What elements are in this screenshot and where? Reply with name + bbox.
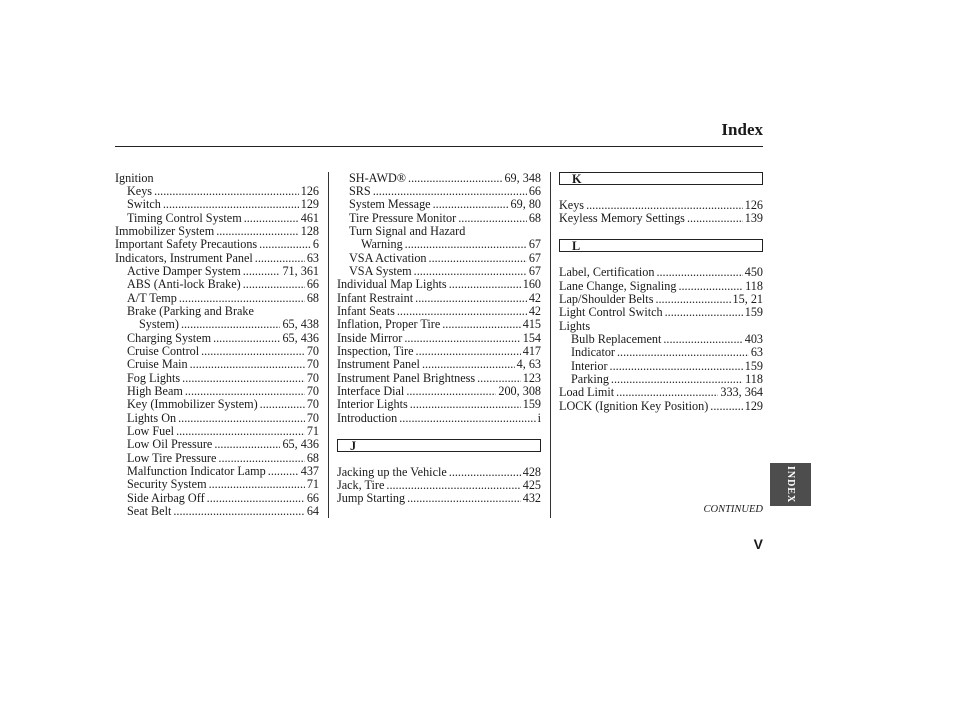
- dot-leader: [433, 198, 509, 211]
- index-entry[interactable]: [559, 306, 763, 319]
- entry-term: Label, Certification: [559, 265, 655, 280]
- index-entry[interactable]: [115, 212, 319, 225]
- entry-page-ref: 69, 80: [510, 197, 541, 212]
- entry-term: Keys: [127, 183, 153, 198]
- entry-term: Switch: [127, 197, 161, 212]
- index-entry[interactable]: [337, 212, 541, 225]
- entry-page-ref: 63: [750, 345, 763, 360]
- column-divider: [550, 172, 551, 518]
- dot-leader: [182, 372, 305, 385]
- entry-page-ref: 71: [306, 424, 319, 439]
- index-entry[interactable]: [337, 358, 541, 371]
- entry-page-ref: 154: [522, 330, 541, 345]
- letter-heading: L: [559, 239, 763, 252]
- entry-page-ref: 68: [306, 450, 319, 465]
- index-entry[interactable]: [115, 172, 319, 185]
- dot-leader: [386, 479, 520, 492]
- dot-leader: [179, 292, 305, 305]
- index-entry[interactable]: [337, 345, 541, 358]
- entry-term: Key (Immobilizer System): [127, 397, 258, 412]
- dot-leader: [163, 198, 299, 211]
- entry-page-ref: 67: [528, 250, 541, 265]
- entry-term: Timing Control System: [127, 210, 242, 225]
- entry-term: Light Control Switch: [559, 305, 663, 320]
- letter-heading: J: [337, 439, 541, 452]
- entry-term: Indicator: [571, 345, 615, 360]
- entry-page-ref: 461: [300, 210, 319, 225]
- entry-term: Lane Change, Signaling: [559, 278, 677, 293]
- dot-leader: [218, 452, 304, 465]
- index-entry[interactable]: [115, 332, 319, 345]
- dot-leader: [410, 398, 521, 411]
- entry-page-ref: 159: [522, 397, 541, 412]
- entry-page-ref: 417: [522, 343, 541, 358]
- entry-page-ref: 415: [522, 317, 541, 332]
- entry-term: Keys: [559, 197, 585, 212]
- dot-leader: [422, 358, 515, 371]
- index-entry[interactable]: [115, 398, 319, 411]
- index-entry[interactable]: [559, 266, 763, 279]
- entry-term: Interior: [571, 358, 608, 373]
- index-entry[interactable]: [337, 372, 541, 385]
- section-tab[interactable]: [770, 463, 811, 506]
- entry-term: Indicators, Instrument Panel: [115, 250, 253, 265]
- index-entry[interactable]: [337, 225, 541, 238]
- dot-leader: [190, 358, 305, 371]
- dot-leader: [405, 238, 527, 251]
- entry-term: Cruise Control: [127, 343, 200, 358]
- entry-page-ref: 66: [306, 490, 319, 505]
- index-column-3: [559, 172, 763, 414]
- entry-term: Ignition: [115, 170, 154, 185]
- dot-leader: [244, 212, 299, 225]
- dot-leader: [260, 398, 305, 411]
- dot-leader: [610, 360, 743, 373]
- index-entry[interactable]: [115, 358, 319, 371]
- index-entry[interactable]: [337, 332, 541, 345]
- index-entry[interactable]: [337, 265, 541, 278]
- dot-leader: [710, 400, 742, 413]
- entry-page-ref: 70: [306, 357, 319, 372]
- entry-term: Security System: [127, 477, 207, 492]
- entry-term: Important Safety Precautions: [115, 237, 258, 252]
- dot-leader: [408, 172, 502, 185]
- entry-page-ref: 6: [312, 237, 319, 252]
- index-entry[interactable]: [115, 318, 319, 331]
- entry-page-ref: 65, 436: [282, 437, 319, 452]
- entry-term: Low Oil Pressure: [127, 437, 213, 452]
- index-entry[interactable]: [337, 292, 541, 305]
- entry-page-ref: 4, 63: [516, 357, 541, 372]
- dot-leader: [663, 333, 742, 346]
- index-entry[interactable]: [115, 225, 319, 238]
- index-entry[interactable]: [559, 293, 763, 306]
- dot-leader: [414, 265, 527, 278]
- entry-term: Parking: [571, 371, 609, 386]
- entry-page-ref: 118: [745, 278, 763, 293]
- dot-leader: [176, 425, 305, 438]
- spacer: [337, 452, 541, 465]
- index-entry[interactable]: [337, 278, 541, 291]
- index-entry[interactable]: [115, 425, 319, 438]
- entry-page-ref: 159: [744, 305, 763, 320]
- dot-leader: [207, 492, 305, 505]
- dot-leader: [214, 438, 280, 451]
- dot-leader: [201, 345, 305, 358]
- entry-term: LOCK (Ignition Key Position): [559, 398, 709, 413]
- index-entry[interactable]: [559, 212, 763, 225]
- entry-page-ref: 71: [306, 477, 319, 492]
- entry-term: Side Airbag Off: [127, 490, 205, 505]
- entry-term: System Message: [349, 197, 431, 212]
- entry-page-ref: 118: [745, 371, 763, 386]
- entry-term: Jump Starting: [337, 491, 406, 506]
- entry-page-ref: 437: [300, 464, 319, 479]
- entry-term: Individual Map Lights: [337, 277, 447, 292]
- entry-page-ref: 450: [744, 265, 763, 280]
- entry-term: Inside Mirror: [337, 330, 403, 345]
- entry-term: Jacking up the Vehicle: [337, 464, 447, 479]
- index-entry[interactable]: [337, 492, 541, 505]
- entry-term: Instrument Panel Brightness: [337, 370, 476, 385]
- dot-leader: [442, 318, 520, 331]
- dot-leader: [209, 478, 305, 491]
- index-entry[interactable]: [115, 372, 319, 385]
- entry-term: Load Limit: [559, 385, 615, 400]
- index-entry[interactable]: [115, 492, 319, 505]
- entry-page-ref: 68: [528, 210, 541, 225]
- entry-term: Low Tire Pressure: [127, 450, 217, 465]
- entry-term: Seat Belt: [127, 504, 172, 519]
- entry-term: VSA System: [349, 263, 412, 278]
- entry-term: VSA Activation: [349, 250, 427, 265]
- dot-leader: [407, 492, 521, 505]
- page-title: Index: [721, 120, 763, 139]
- entry-page-ref: 65, 436: [282, 330, 319, 345]
- dot-leader: [181, 318, 280, 331]
- index-entry[interactable]: [337, 185, 541, 198]
- index-column-2: [337, 172, 541, 506]
- dot-leader: [458, 212, 527, 225]
- index-entry[interactable]: [559, 360, 763, 373]
- dot-leader: [477, 372, 521, 385]
- dot-leader: [406, 385, 496, 398]
- entry-page-ref: 70: [306, 384, 319, 398]
- entry-page-ref: 403: [744, 331, 763, 346]
- entry-page-ref: 70: [306, 397, 319, 412]
- entry-page-ref: 159: [744, 358, 763, 373]
- index-entry[interactable]: [115, 505, 319, 518]
- index-entry[interactable]: [337, 238, 541, 251]
- index-entry[interactable]: [115, 478, 319, 491]
- entry-term: Charging System: [127, 330, 212, 345]
- entry-page-ref: 333, 364: [720, 385, 763, 400]
- dot-leader: [185, 385, 305, 398]
- index-entry[interactable]: [559, 346, 763, 359]
- entry-page-ref: 67: [528, 237, 541, 252]
- index-entry[interactable]: [115, 465, 319, 478]
- entry-page-ref: 69, 348: [504, 170, 541, 185]
- entry-term: Jack, Tire: [337, 478, 385, 493]
- entry-term: System): [139, 317, 179, 332]
- entry-term: High Beam: [127, 384, 183, 398]
- entry-term: Interior Lights: [337, 397, 408, 412]
- spacer: [559, 226, 763, 239]
- index-entry[interactable]: [337, 385, 541, 398]
- entry-term: Interface Dial: [337, 384, 405, 398]
- dot-leader: [397, 305, 527, 318]
- index-entry[interactable]: [337, 466, 541, 479]
- dot-leader: [259, 238, 311, 251]
- entry-term: Keyless Memory Settings: [559, 211, 685, 226]
- entry-term: Lap/Shoulder Belts: [559, 291, 654, 306]
- entry-page-ref: 66: [306, 277, 319, 292]
- index-entry[interactable]: [559, 199, 763, 212]
- dot-leader: [243, 265, 281, 278]
- entry-page-ref: 42: [528, 290, 541, 305]
- header-rule: [115, 146, 763, 147]
- entry-term: Inspection, Tire: [337, 343, 414, 358]
- index-entry[interactable]: [559, 386, 763, 399]
- dot-leader: [586, 199, 743, 212]
- index-entry[interactable]: [115, 452, 319, 465]
- index-entry[interactable]: [115, 278, 319, 291]
- entry-term: Active Damper System: [127, 263, 241, 278]
- dot-leader: [611, 373, 743, 386]
- index-entry[interactable]: [337, 412, 541, 425]
- column-divider: [328, 172, 329, 518]
- entry-term: Warning: [361, 237, 403, 252]
- entry-term: Lights On: [127, 410, 177, 425]
- entry-page-ref: 70: [306, 343, 319, 358]
- entry-page-ref: i: [537, 410, 541, 425]
- index-entry[interactable]: [559, 333, 763, 346]
- index-entry[interactable]: [559, 373, 763, 386]
- dot-leader: [415, 292, 527, 305]
- entry-page-ref: 123: [522, 370, 541, 385]
- dot-leader: [656, 266, 742, 279]
- dot-leader: [216, 225, 299, 238]
- entry-page-ref: 126: [300, 183, 319, 198]
- index-entry[interactable]: [115, 385, 319, 398]
- entry-page-ref: 70: [306, 370, 319, 385]
- index-entry[interactable]: [337, 172, 541, 185]
- dot-leader: [429, 252, 527, 265]
- entry-term: Cruise Main: [127, 357, 188, 372]
- entry-term: Infant Seats: [337, 303, 395, 318]
- index-column-1: [115, 172, 319, 519]
- index-entry[interactable]: [115, 345, 319, 358]
- index-entry[interactable]: [115, 292, 319, 305]
- entry-page-ref: 42: [528, 303, 541, 318]
- dot-leader: [173, 505, 304, 518]
- index-entry[interactable]: [559, 400, 763, 413]
- page-number: V: [753, 536, 763, 552]
- section-tab-label: INDEX: [785, 465, 796, 504]
- entry-page-ref: 425: [522, 478, 541, 493]
- entry-term: Immobilizer System: [115, 223, 215, 238]
- dot-leader: [416, 345, 521, 358]
- entry-page-ref: 64: [306, 504, 319, 519]
- continued-label: CONTINUED: [703, 504, 763, 515]
- entry-term: Instrument Panel: [337, 357, 420, 372]
- entry-page-ref: 129: [300, 197, 319, 212]
- index-entry[interactable]: [115, 438, 319, 451]
- index-entry[interactable]: [337, 479, 541, 492]
- index-entry[interactable]: [559, 280, 763, 293]
- index-entry[interactable]: [337, 198, 541, 211]
- index-entry[interactable]: [115, 238, 319, 251]
- entry-term: Bulb Replacement: [571, 331, 662, 346]
- entry-term: SH-AWD®: [349, 170, 407, 185]
- entry-page-ref: 432: [522, 491, 541, 506]
- entry-term: ABS (Anti-lock Brake): [127, 277, 241, 292]
- index-entry[interactable]: [115, 305, 319, 318]
- entry-page-ref: 428: [522, 464, 541, 479]
- dot-leader: [617, 346, 749, 359]
- dot-leader: [678, 280, 743, 293]
- entry-page-ref: 67: [528, 263, 541, 278]
- entry-page-ref: 68: [306, 290, 319, 305]
- index-entry[interactable]: [337, 252, 541, 265]
- index-entry[interactable]: [559, 320, 763, 333]
- entry-page-ref: 63: [306, 250, 319, 265]
- entry-page-ref: 70: [306, 410, 319, 425]
- index-entry[interactable]: [115, 185, 319, 198]
- entry-term: Turn Signal and Hazard: [349, 223, 466, 238]
- dot-leader: [243, 278, 305, 291]
- index-entry[interactable]: [115, 265, 319, 278]
- spacer: [559, 186, 763, 199]
- dot-leader: [655, 293, 730, 306]
- entry-page-ref: 65, 438: [282, 317, 319, 332]
- entry-page-ref: 139: [744, 211, 763, 226]
- index-entry[interactable]: [337, 305, 541, 318]
- dot-leader: [268, 465, 299, 478]
- spacer: [337, 425, 541, 438]
- entry-term: Introduction: [337, 410, 398, 425]
- entry-term: Brake (Parking and Brake: [127, 303, 254, 318]
- entry-page-ref: 200, 308: [498, 384, 541, 398]
- index-entry[interactable]: [115, 412, 319, 425]
- entry-term: Low Fuel: [127, 424, 175, 439]
- entry-page-ref: 66: [528, 183, 541, 198]
- entry-page-ref: 129: [744, 398, 763, 413]
- entry-page-ref: 71, 361: [282, 263, 319, 278]
- entry-term: Tire Pressure Monitor: [349, 210, 457, 225]
- entry-term: A/T Temp: [127, 290, 177, 305]
- dot-leader: [404, 332, 520, 345]
- entry-term: Lights: [559, 318, 591, 333]
- entry-page-ref: 15, 21: [732, 291, 763, 306]
- index-entry[interactable]: [337, 398, 541, 411]
- entry-term: SRS: [349, 183, 371, 198]
- dot-leader: [687, 212, 743, 225]
- entry-term: Fog Lights: [127, 370, 181, 385]
- dot-leader: [255, 252, 305, 265]
- dot-leader: [449, 466, 521, 479]
- letter-heading: K: [559, 172, 763, 185]
- dot-leader: [213, 332, 280, 345]
- entry-page-ref: 126: [744, 197, 763, 212]
- entry-term: Malfunction Indicator Lamp: [127, 464, 266, 479]
- dot-leader: [399, 412, 535, 425]
- entry-term: Infant Restraint: [337, 290, 414, 305]
- dot-leader: [373, 185, 527, 198]
- index-entry[interactable]: [337, 318, 541, 331]
- dot-leader: [449, 278, 521, 291]
- entry-page-ref: 160: [522, 277, 541, 292]
- index-entry[interactable]: [115, 198, 319, 211]
- entry-page-ref: 128: [300, 223, 319, 238]
- entry-term: Inflation, Proper Tire: [337, 317, 441, 332]
- index-entry[interactable]: [115, 252, 319, 265]
- dot-leader: [178, 412, 305, 425]
- dot-leader: [665, 306, 743, 319]
- dot-leader: [154, 185, 299, 198]
- dot-leader: [616, 386, 718, 399]
- spacer: [559, 253, 763, 266]
